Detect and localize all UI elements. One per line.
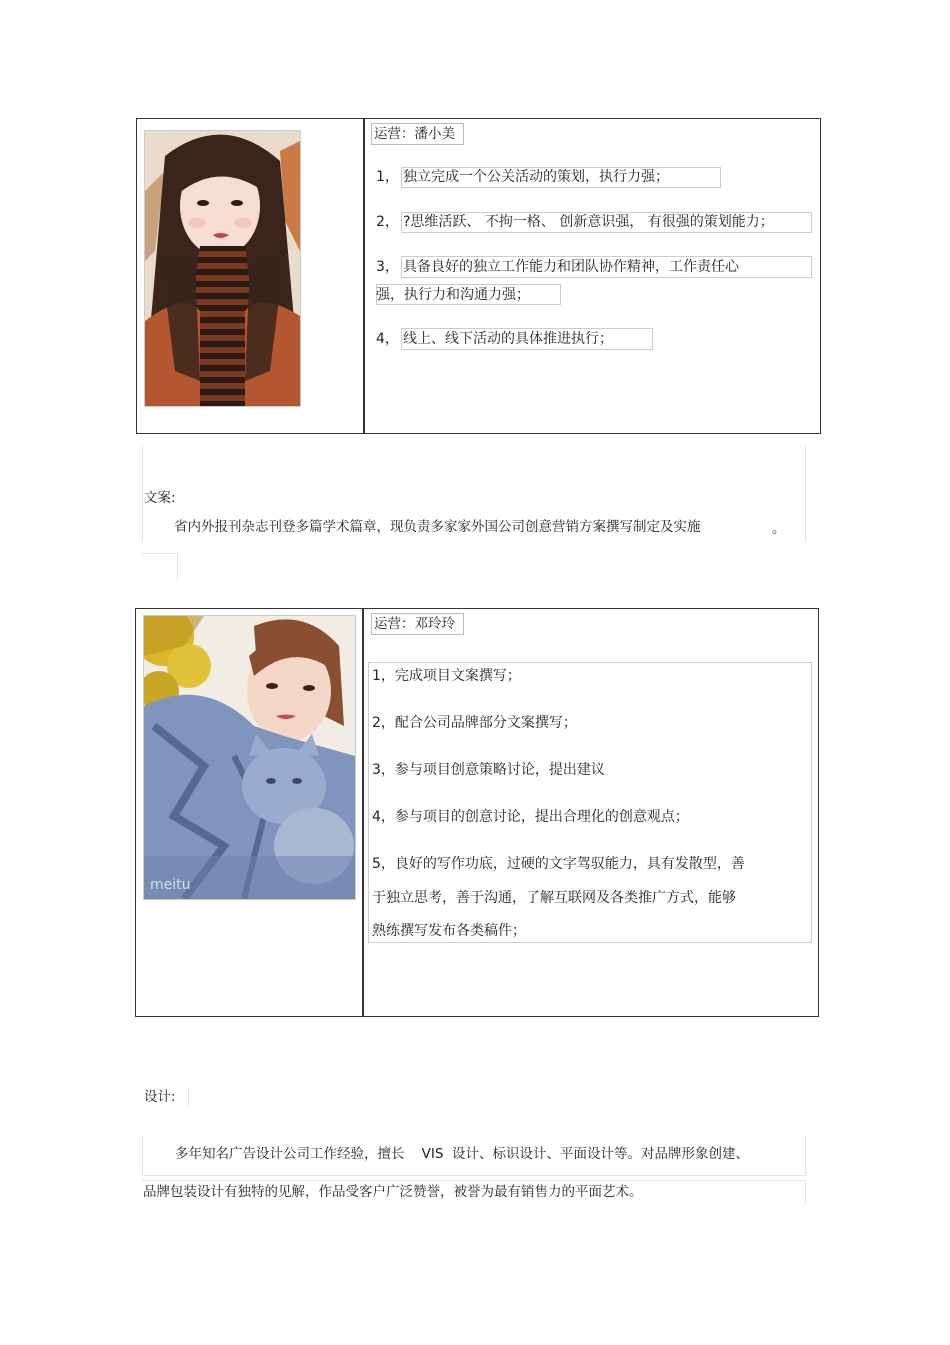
card-1-heading: 运营：潘小美 [371, 123, 464, 145]
copywriting-label: 文案: [144, 490, 176, 506]
card-1-divider [363, 118, 365, 434]
card-2-item-5-line-1: 5，良好的写作功底，过硬的文字驾驭能力，具有发散型，善 [372, 856, 745, 872]
card-1-item-1-number: 1， [376, 169, 399, 185]
design-description-line-2: 品牌包装设计有独特的见解，作品受客户广泛赞誉，被誉为最有销售力的平面艺术。 [143, 1184, 643, 1200]
card-1-item-3-number: 3， [376, 259, 399, 275]
copywriting-description: 省内外报刊杂志刊登多篇学术篇章，现负责多家家外国公司创意营销方案撰写制定及实施 [174, 519, 701, 535]
copywriting-frame-line [142, 553, 177, 554]
copywriting-frame-line [805, 446, 806, 542]
design-frame-line [142, 1175, 806, 1176]
card-1-item-2-number: 2， [376, 214, 399, 230]
card-2-item-4: 4，参与项目的创意讨论，提出合理化的创意观点； [372, 809, 689, 825]
card-2-item-1: 1，完成项目文案撰写； [372, 668, 521, 684]
copywriting-frame-line [142, 446, 143, 542]
card-1-item-2-text: ?思维活跃、 不拘一格、 创新意识强， 有很强的策划能力； [403, 214, 774, 230]
meitu-watermark: meitu [150, 877, 191, 893]
card-2-heading: 运营：邓玲玲 [371, 613, 464, 635]
design-frame-line [142, 1136, 143, 1174]
copywriting-frame-line [177, 553, 178, 580]
portrait-photo-1 [144, 130, 301, 407]
card-2-item-3: 3，参与项目创意策略讨论，提出建议 [372, 762, 605, 778]
card-1-item-1-text: 独立完成一个公关活动的策划，执行力强； [403, 169, 669, 185]
card-1-item-3-continuation: 强，执行力和沟通力强； [376, 287, 530, 303]
portrait-illustration-2 [144, 616, 355, 899]
copywriting-description-end: 。 [772, 521, 786, 537]
card-2-item-5-line-3: 熟练撰写发布各类稿件； [372, 923, 526, 939]
card-1-item-3-text: 具备良好的独立工作能力和团队协作精神，工作责任心 [403, 259, 739, 275]
card-1-item-4-number: 4， [376, 331, 399, 347]
design-frame-line [805, 1180, 806, 1204]
design-description-line-1: 多年知名广告设计公司工作经验，擅长 VIS 设计、标识设计、平面设计等。对品牌形象创建、 [175, 1146, 750, 1162]
card-1-item-4-text: 线上、线下活动的具体推进执行； [403, 331, 613, 347]
portrait-illustration-1 [145, 131, 300, 406]
design-label: 设计: [144, 1089, 176, 1105]
card-2-divider [362, 608, 364, 1017]
design-frame-line [188, 1087, 189, 1107]
design-frame-line [805, 1136, 806, 1174]
design-frame-line [142, 1180, 806, 1181]
card-2-item-5-line-2: 于独立思考，善于沟通，了解互联网及各类推广方式，能够 [372, 890, 736, 906]
portrait-photo-2 [143, 615, 356, 900]
card-2-item-2: 2，配合公司品牌部分文案撰写； [372, 715, 577, 731]
